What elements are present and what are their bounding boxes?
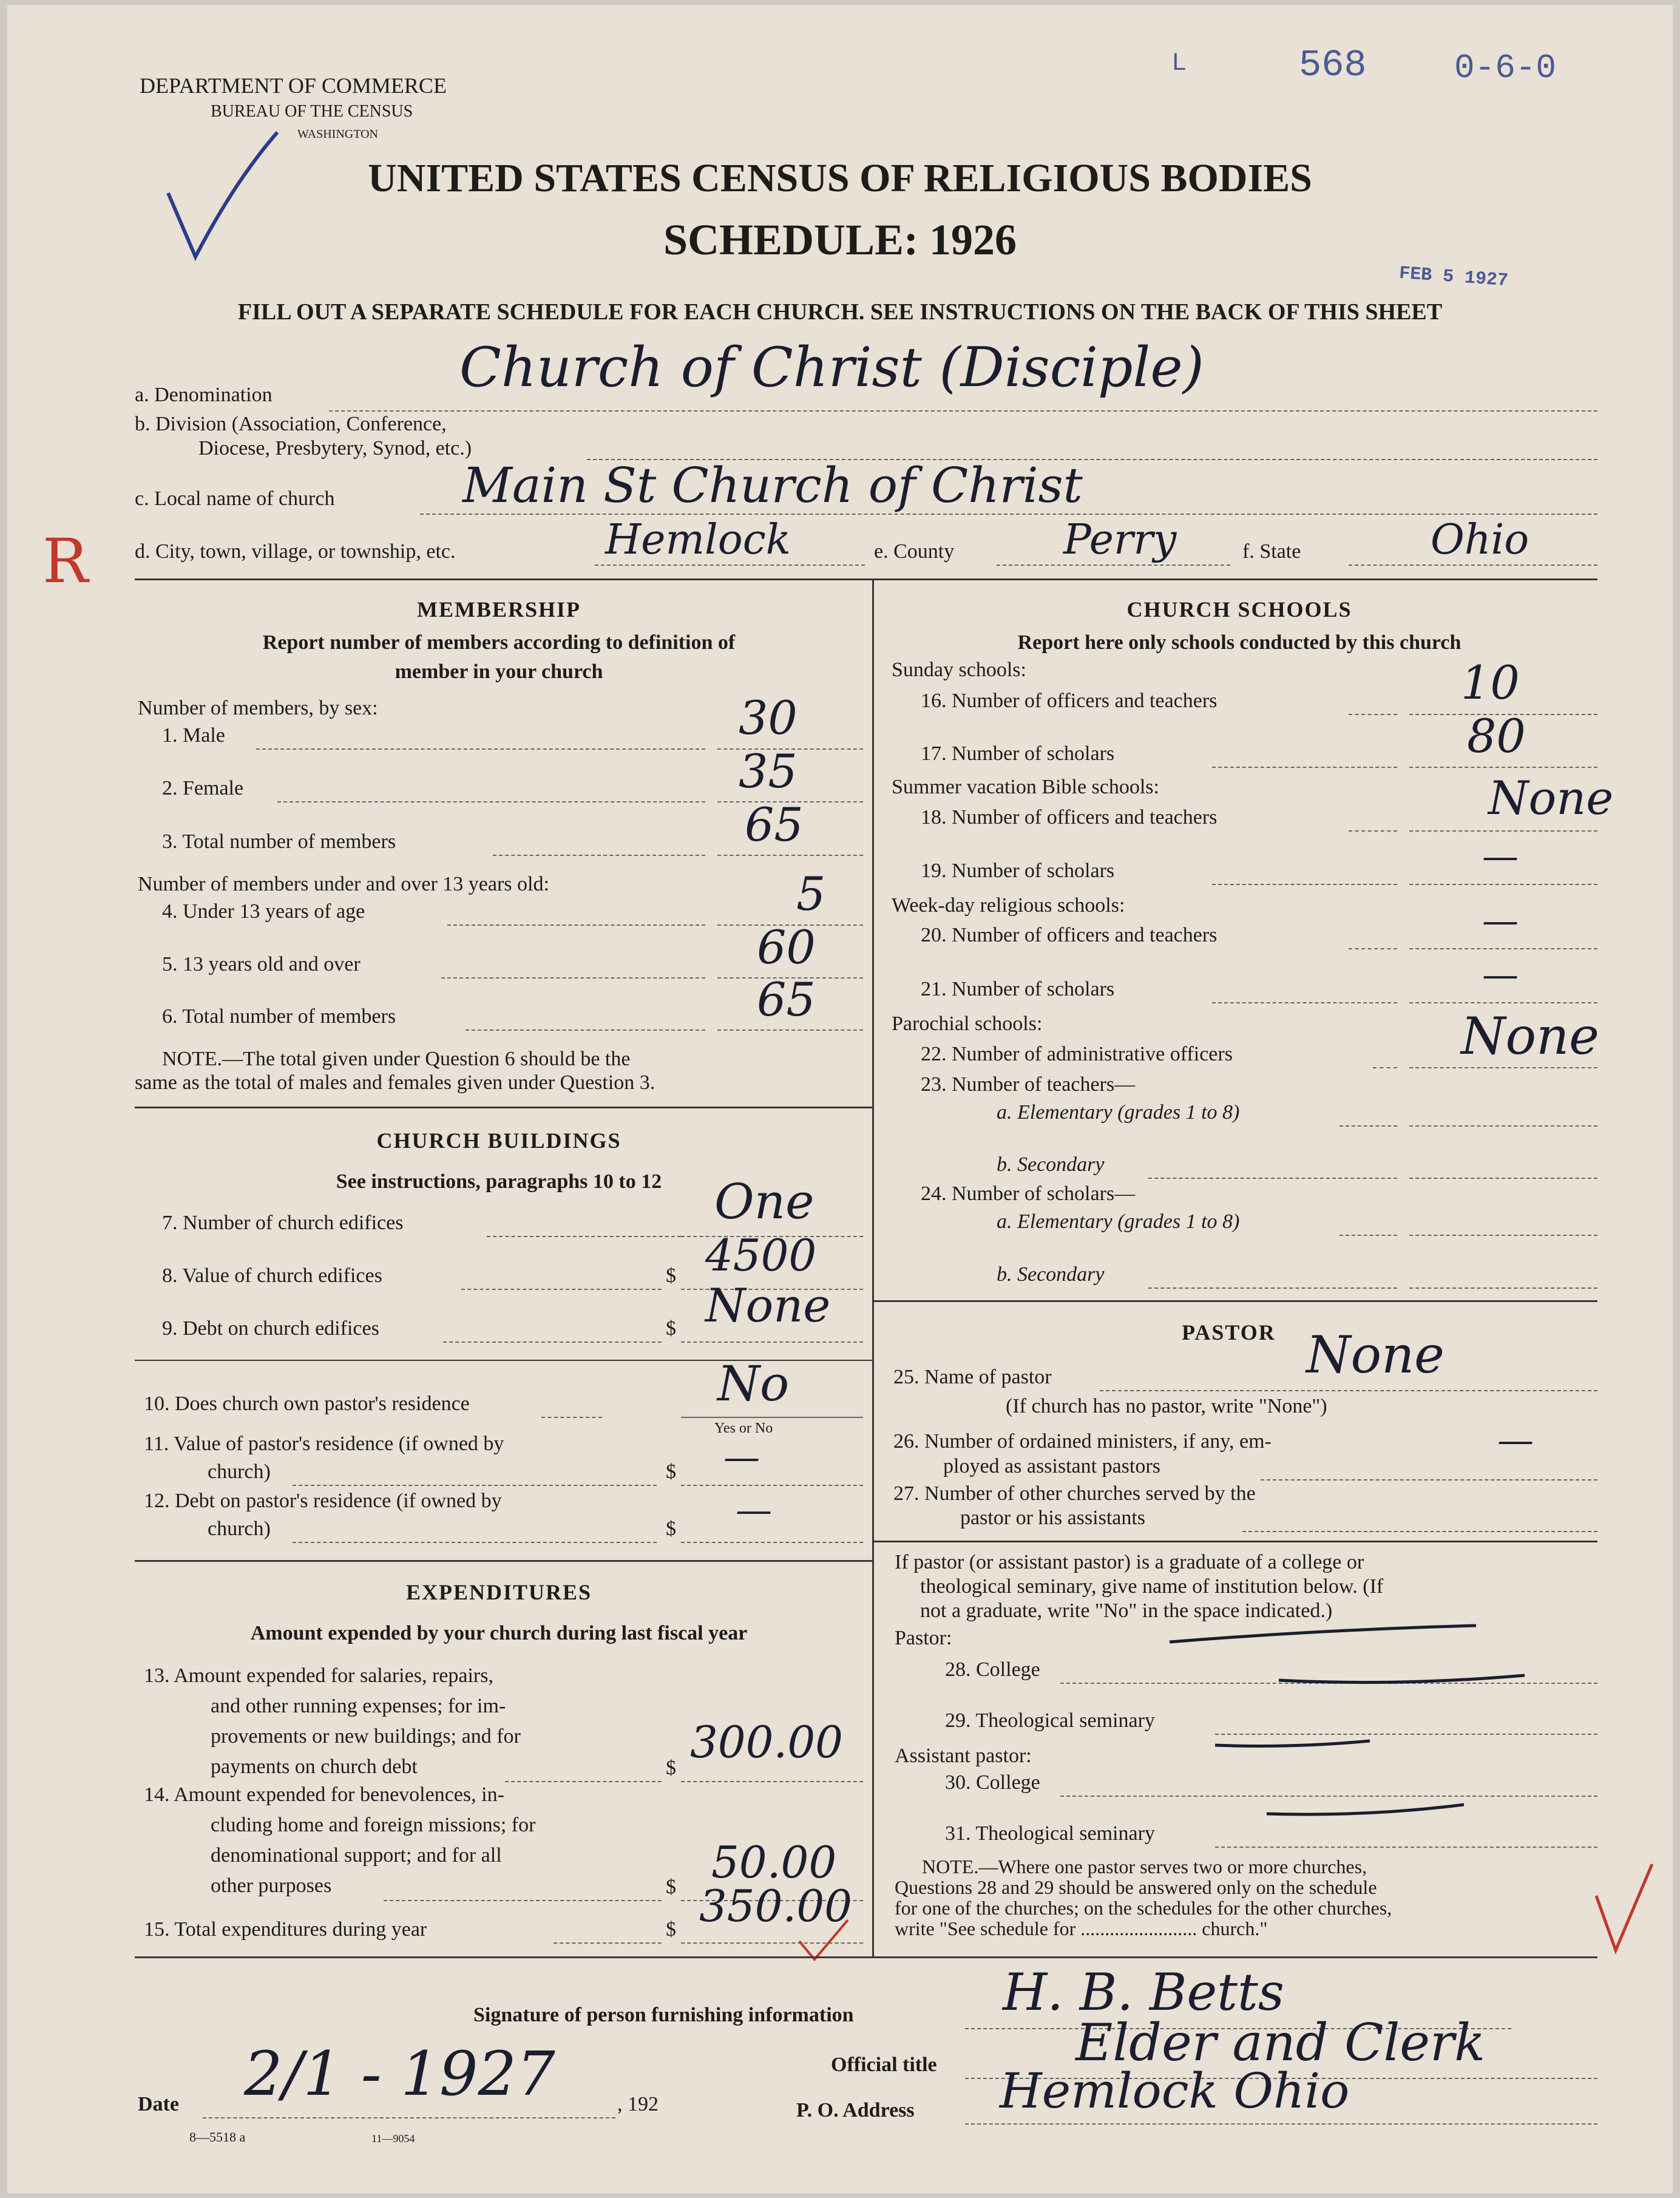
q23a-label: a. Elementary (grades 1 to 8) [997,1101,1240,1124]
form-number: 8—5518 a [189,2129,246,2145]
q11-value: — [723,1436,760,1479]
q29-label: 29. Theological seminary [945,1709,1155,1732]
q21-label: 21. Number of scholars [921,978,1115,1000]
denomination-value: Church of Christ (Disciple) [459,336,1204,399]
q14-dollar: $ [666,1876,676,1898]
members-by-sex-label: Number of members, by sex: [138,697,378,719]
q11-label: 11. Value of pastor's residence (if owned by [144,1433,504,1455]
fill-out-instruction: FILL OUT A SEPARATE SCHEDULE FOR EACH CHURCH. SEE INSTRUCTIONS ON THE BACK OF THIS SHEET [237,299,1443,325]
buildings-heading: CHURCH BUILDINGS [376,1128,622,1153]
q12-dollar: $ [666,1518,676,1540]
census-schedule-sheet [7,5,1673,2193]
q15-label: 15. Total expenditures during year [144,1918,427,1941]
q15-dollar: $ [666,1918,676,1941]
q26-label-2: ployed as assistant pastors [943,1455,1160,1477]
schools-intro: Report here only schools conducted by this church [1017,631,1462,654]
q12-label: 12. Debt on pastor's residence (if owned by [144,1490,502,1512]
official-title-value: Elder and Clerk [1075,2013,1486,2072]
q25-label: 25. Name of pastor [893,1366,1052,1388]
q31-label: 31. Theological seminary [945,1822,1155,1845]
q27-label-2: pastor or his assistants [960,1507,1146,1529]
q18-label: 18. Number of officers and teachers [921,806,1218,829]
schools-heading: CHURCH SCHOOLS [1126,597,1352,622]
date-label: Date [138,2093,179,2115]
q26-label: 26. Number of ordained ministers, if any, em- [893,1430,1272,1453]
members-by-age-label: Number of members under and over 13 years old: [138,873,549,895]
q4-value: 5 [796,867,826,921]
q14-value: 50.00 [711,1837,837,1888]
department-label: DEPARTMENT OF COMMERCE [140,73,447,98]
q16-value: 10 [1461,656,1520,710]
state-value: Ohio [1431,516,1529,564]
po-address-value: Hemlock Ohio [1000,2063,1350,2119]
q1-label: 1. Male [162,724,225,747]
q14-label: 14. Amount expended for benevolences, in- cluding home and foreign missions; for denominational support; and for all other purposes [144,1783,536,1897]
q9-dollar: $ [666,1317,676,1340]
signature-value: H. B. Betts [1003,1962,1284,2022]
city-label: d. City, town, village, or township, etc. [135,540,456,563]
q28-answer-line [1276,1668,1531,1692]
membership-note-2: same as the total of males and females given under Question 3. [135,1071,655,1094]
q27-label: 27. Number of other churches served by the [893,1482,1256,1505]
q29-answer-line [1212,1736,1376,1754]
sunday-schools-label: Sunday schools: [892,659,1026,681]
q8-value: 4500 [705,1230,817,1281]
date-year-suffix: , 192 [617,2093,659,2115]
q19-value: — [1482,835,1519,878]
q12-label-2: church) [208,1518,271,1540]
expenditures-heading: EXPENDITURES [405,1580,592,1604]
county-value: Perry [1063,516,1177,564]
q8-label: 8. Value of church edifices [162,1264,382,1287]
received-date-stamp: FEB 5 1927 [1398,263,1509,292]
q4-label: 4. Under 13 years of age [162,900,365,923]
q25-value: None [1306,1325,1445,1385]
date-value: 2/1 - 1927 [244,2038,555,2109]
q18-value: None [1488,771,1614,825]
document-title: UNITED STATES CENSUS OF RELIGIOUS BODIES [368,156,1312,200]
q11-dollar: $ [666,1460,676,1483]
q30-answer-line [1264,1799,1470,1823]
division-label-2: Diocese, Presbytery, Synod, etc.) [198,437,472,460]
q13-label: 13. Amount expended for salaries, repairs, and other running expenses; for im- provements or new buildings; and for payments on church debt [144,1664,521,1778]
membership-note-1: NOTE.—The total given under Question 6 should be the [162,1048,631,1070]
q24-label: 24. Number of scholars— [921,1182,1136,1205]
q11-label-2: church) [208,1460,271,1483]
q5-value: 60 [757,920,816,974]
q9-value: None [705,1278,831,1332]
county-label: e. County [874,540,955,563]
q28-label: 28. College [945,1658,1040,1681]
q10-hint: Yes or No [714,1420,773,1436]
q28-scribble-line [1167,1621,1482,1651]
q26-value: — [1497,1419,1534,1462]
pastor-note: NOTE.—Where one pastor serves two or more churches, Questions 28 and 29 should be answered only on the schedule for one of the churches; on the schedules for the other churches, write "See schedule for ........................ church." [895,1856,1392,1939]
q1-value: 30 [739,691,798,745]
q22-value: None [1461,1006,1599,1066]
stamp-number: 568 [1299,44,1367,87]
stamp-code: 0-6-0 [1454,49,1557,87]
buildings-intro: See instructions, paragraphs 10 to 12 [336,1170,662,1193]
membership-intro-2: member in your church [395,660,603,683]
q21-value: — [1482,954,1519,996]
signature-label: Signature of person furnishing information [473,2004,854,2026]
pastor-heading: PASTOR [1182,1320,1276,1345]
weekday-schools-label: Week-day religious schools: [892,894,1125,917]
q6-value: 65 [757,972,816,1026]
parochial-schools-label: Parochial schools: [892,1013,1043,1035]
red-check-mark-small [796,1917,851,1966]
q3-label: 3. Total number of members [162,830,396,853]
q13-dollar: $ [666,1757,676,1779]
official-title-label: Official title [831,2054,937,2076]
q15-value: 350.00 [699,1881,852,1932]
membership-heading: MEMBERSHIP [416,597,581,622]
local-name-label: c. Local name of church [135,487,335,510]
q16-label: 16. Number of officers and teachers [921,690,1218,712]
print-number: 11—9054 [371,2132,415,2145]
q19-label: 19. Number of scholars [921,860,1115,882]
q22-label: 22. Number of administrative officers [921,1043,1233,1065]
summer-schools-label: Summer vacation Bible schools: [892,776,1159,798]
q23-label: 23. Number of teachers— [921,1073,1136,1096]
q10-value: No [717,1355,790,1412]
q2-label: 2. Female [162,777,244,799]
graduate-instructions: If pastor (or assistant pastor) is a graduate of a college or theological seminary, give name of institution below. (If not a graduate, write "No" in the space indicated.) [895,1551,1384,1622]
q8-dollar: $ [666,1264,676,1287]
q20-label: 20. Number of officers and teachers [921,924,1218,946]
q7-label: 7. Number of church edifices [162,1212,404,1234]
q17-label: 17. Number of scholars [921,742,1115,765]
q6-label: 6. Total number of members [162,1005,396,1028]
local-name-value: Main St Church of Christ [462,457,1083,514]
assistant-pastor-label: Assistant pastor: [895,1745,1032,1767]
red-r-mark: R [42,526,89,597]
q12-value: — [736,1489,772,1531]
city-value: Hemlock [605,516,791,564]
pastor-section-label: Pastor: [895,1627,952,1649]
q25-hint: (If church has no pastor, write "None") [1006,1395,1327,1417]
city-label: WASHINGTON [297,127,378,141]
denomination-label: a. Denomination [135,384,273,406]
q23b-label: b. Secondary [997,1153,1105,1176]
q24a-label: a. Elementary (grades 1 to 8) [997,1210,1240,1233]
q2-value: 35 [739,744,798,798]
q17-value: 80 [1467,709,1526,763]
q30-label: 30. College [945,1771,1040,1794]
q5-label: 5. 13 years old and over [162,953,361,975]
division-label: b. Division (Association, Conference, [135,413,447,435]
q9-label: 9. Debt on church edifices [162,1317,379,1340]
membership-intro-1: Report number of members according to definition of [262,631,736,654]
q10-label: 10. Does church own pastor's residence [144,1392,470,1415]
document-subtitle: SCHEDULE: 1926 [663,215,1017,264]
q24b-label: b. Secondary [997,1263,1105,1286]
q20-value: — [1482,900,1519,942]
bureau-label: BUREAU OF THE CENSUS [211,102,413,121]
q13-value: 300.00 [690,1717,843,1768]
state-label: f. State [1242,540,1301,563]
po-address-label: P. O. Address [796,2099,915,2122]
stamp-mark: L [1171,49,1187,78]
expenditures-intro: Amount expended by your church during last fiscal year [250,1622,748,1644]
q7-value: One [714,1173,815,1230]
q3-value: 65 [745,798,804,852]
red-check-mark [1591,1859,1658,1956]
